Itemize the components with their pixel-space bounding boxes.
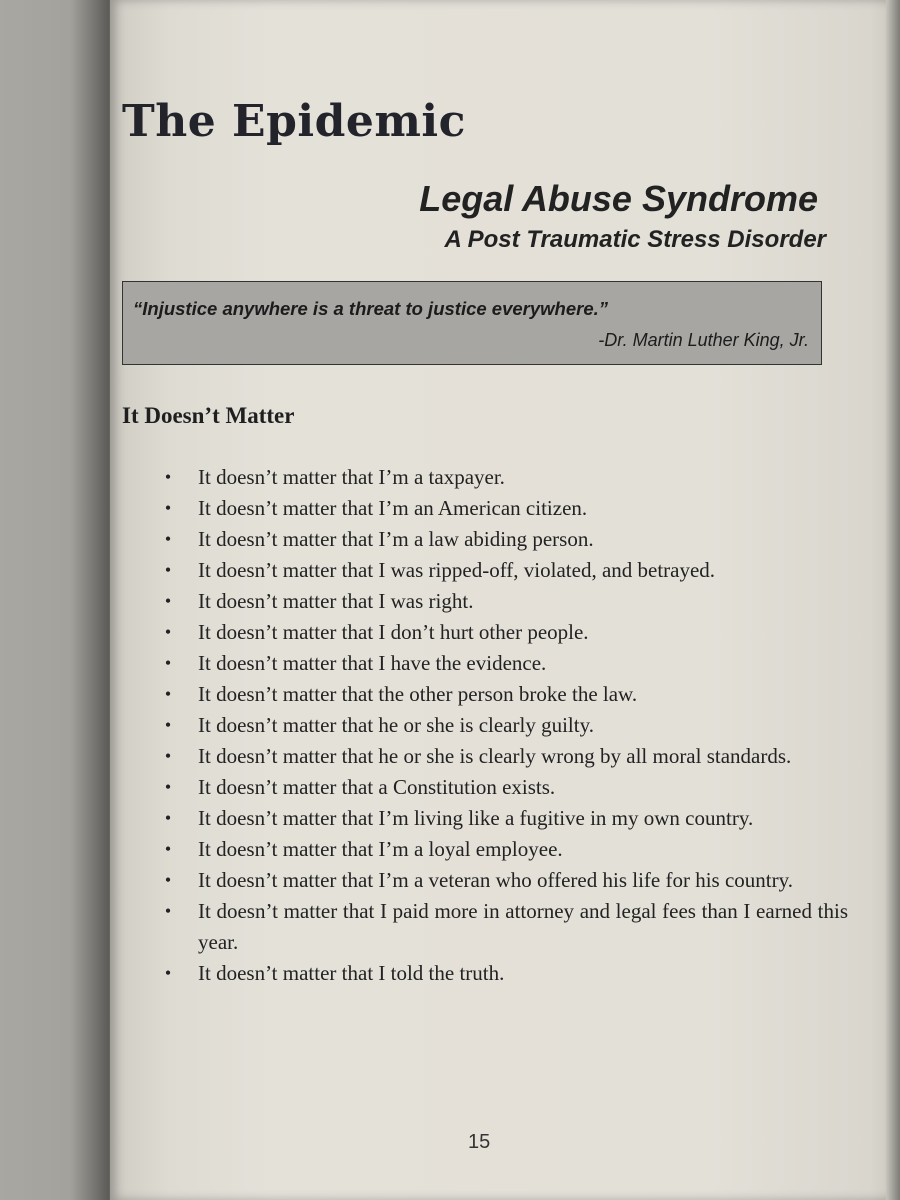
chapter-subtitle-secondary: A Post Traumatic Stress Disorder (444, 226, 826, 253)
list-item (158, 741, 848, 772)
list-item-text: It doesn’t matter that the other person broke the law. (198, 682, 638, 706)
bullet-list (158, 462, 848, 989)
list-item (158, 586, 848, 617)
bullet-icon: • (164, 622, 172, 642)
list-item (158, 462, 848, 493)
list-item (158, 555, 848, 586)
quote-text: “Injustice anywhere is a threat to justice everywhere.” (133, 298, 609, 319)
bullet-icon: • (164, 591, 172, 611)
list-item-text: It doesn’t matter that I paid more in attorney and legal fees than I earned this year. (198, 899, 848, 954)
list-item (158, 524, 848, 555)
section-heading: It Doesn’t Matter (122, 403, 295, 428)
list-item (158, 958, 848, 989)
page-number: 15 (468, 1131, 491, 1153)
list-item (158, 803, 848, 834)
list-item (158, 834, 848, 865)
bullet-icon: • (164, 653, 172, 673)
bullet-icon: • (164, 715, 172, 735)
list-item-text: It doesn’t matter that I was ripped-off, violated, and betrayed. (198, 558, 716, 582)
bullet-icon: • (164, 963, 172, 983)
list-item (158, 493, 848, 524)
list-item-text: It doesn’t matter that I’m a taxpayer. (198, 465, 505, 489)
list-item-text: It doesn’t matter that I’m living like a fugitive in my own country. (198, 806, 754, 830)
bullet-icon: • (164, 901, 172, 921)
bullet-icon: • (164, 808, 172, 828)
book-spine-shadow (0, 0, 112, 1200)
list-item (158, 772, 848, 803)
bullet-icon: • (164, 560, 172, 580)
chapter-title: The Epidemic (122, 96, 466, 147)
list-item-text: It doesn’t matter that I told the truth. (198, 961, 505, 985)
list-item-text: It doesn’t matter that I’m a loyal employee. (198, 837, 563, 861)
list-item-text: It doesn’t matter that I was right. (198, 589, 474, 613)
list-item-text: It doesn’t matter that he or she is clearly wrong by all moral standards. (198, 744, 792, 768)
bullet-icon: • (164, 498, 172, 518)
bullet-icon: • (164, 870, 172, 890)
list-item (158, 865, 848, 896)
bullet-icon: • (164, 684, 172, 704)
bullet-icon: • (164, 529, 172, 549)
list-item (158, 710, 848, 741)
list-item (158, 679, 848, 710)
list-item-text: It doesn’t matter that a Constitution exists. (198, 775, 556, 799)
page-edge (886, 0, 900, 1200)
bullet-icon: • (164, 777, 172, 797)
list-item-text: It doesn’t matter that I don’t hurt other people. (198, 620, 589, 644)
bullet-icon: • (164, 746, 172, 766)
list-item-text: It doesn’t matter that I’m an American citizen. (198, 496, 588, 520)
quote-attribution: -Dr. Martin Luther King, Jr. (598, 330, 809, 350)
bullet-icon: • (164, 839, 172, 859)
list-item (158, 617, 848, 648)
list-item-text: It doesn’t matter that I’m a law abiding person. (198, 527, 594, 551)
list-item (158, 648, 848, 679)
list-item-text: It doesn’t matter that I’m a veteran who offered his life for his country. (198, 868, 794, 892)
chapter-subtitle: Legal Abuse Syndrome (419, 178, 818, 219)
bullet-icon: • (164, 467, 172, 487)
list-item (158, 896, 848, 958)
list-item-text: It doesn’t matter that I have the evidence. (198, 651, 547, 675)
quote-box (122, 281, 822, 365)
list-item-text: It doesn’t matter that he or she is clearly guilty. (198, 713, 594, 737)
